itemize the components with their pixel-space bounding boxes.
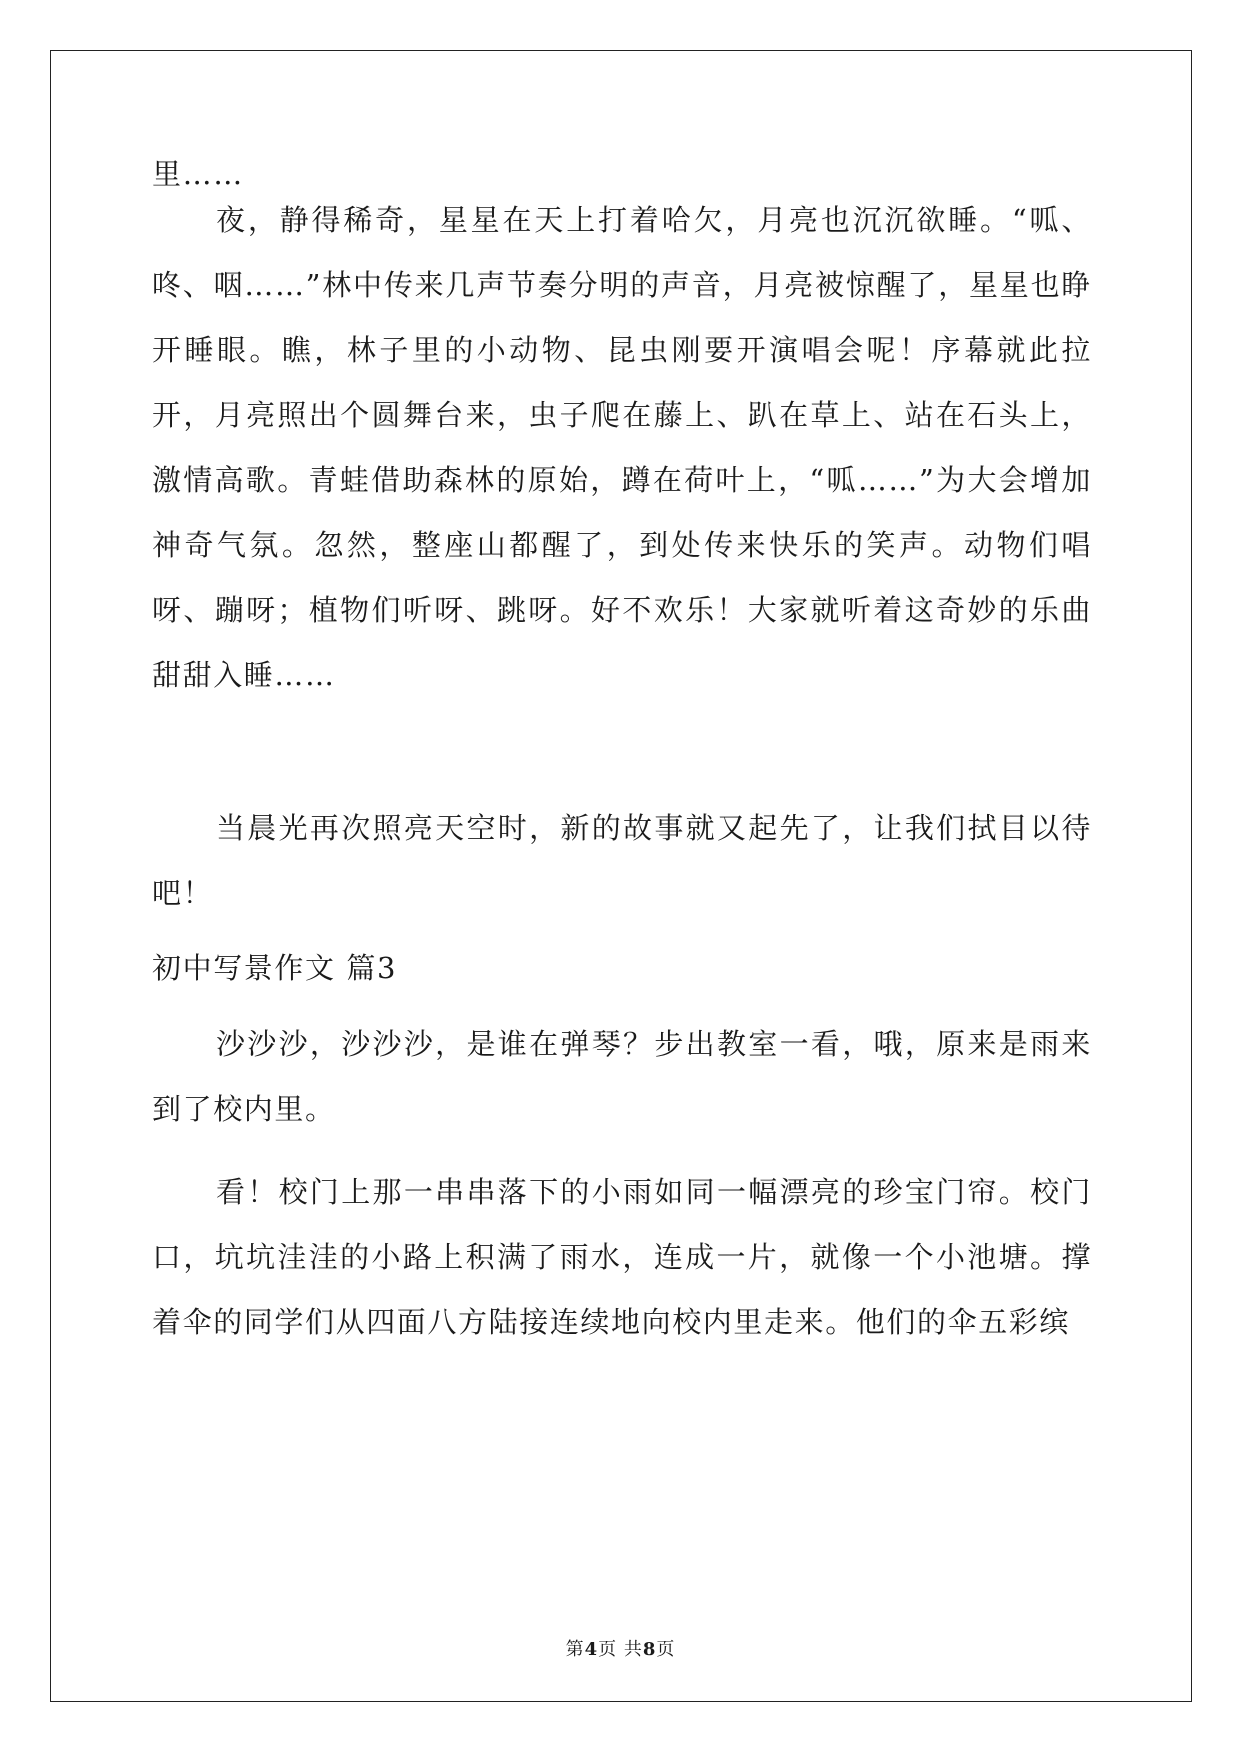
paragraph-rain: 沙沙沙，沙沙沙，是谁在弹琴？步出教室一看，哦，原来是雨来到了校内里。 [152, 1027, 1092, 1126]
section-heading: 初中写景作文 篇3 [152, 951, 398, 985]
paragraph-dawn: 当晨光再次照亮天空时，新的故事就又起先了，让我们拭目以待吧！ [152, 811, 1092, 910]
footer-current-page: 4 [584, 1639, 599, 1660]
paragraph-continuation: 里…… [152, 157, 244, 191]
paragraph-night-concert: 夜，静得稀奇，星星在天上打着哈欠，月亮也沉沉欲睡。“呱、咚、咽……”林中传来几声节奏分明的声音，月亮被惊醒了，星星也睁开睡眼。瞧，林子里的小动物、昆虫刚要开演唱会呢！序幕就此拉开，月亮照出个圆舞台来，虫子爬在藤上、趴在草上、站在石头上，激情高歌。青蛙借助森林的原始，蹲在荷叶上，“呱……”为大会增加神奇气氛。忽然，整座山都醒了，到处传来快乐的笑声。动物们唱呀、蹦呀；植物们听呀、跳呀。好不欢乐！大家就听着这奇妙的乐曲甜甜入睡…… [152, 203, 1092, 692]
footer-mid: 页 共 [598, 1639, 643, 1660]
footer-total-pages: 8 [642, 1639, 657, 1660]
paragraph-school-gate: 看！校门上那一串串落下的小雨如同一幅漂亮的珍宝门帘。校门口，坑坑洼洼的小路上积满了雨水，连成一片，就像一个小池塘。撑着伞的同学们从四面八方陆接连续地向校内里走来。他们的伞五彩缤 [152, 1175, 1092, 1339]
footer-prefix: 第 [565, 1639, 585, 1660]
page-footer [0, 1635, 1241, 1661]
footer-suffix: 页 [656, 1639, 676, 1660]
